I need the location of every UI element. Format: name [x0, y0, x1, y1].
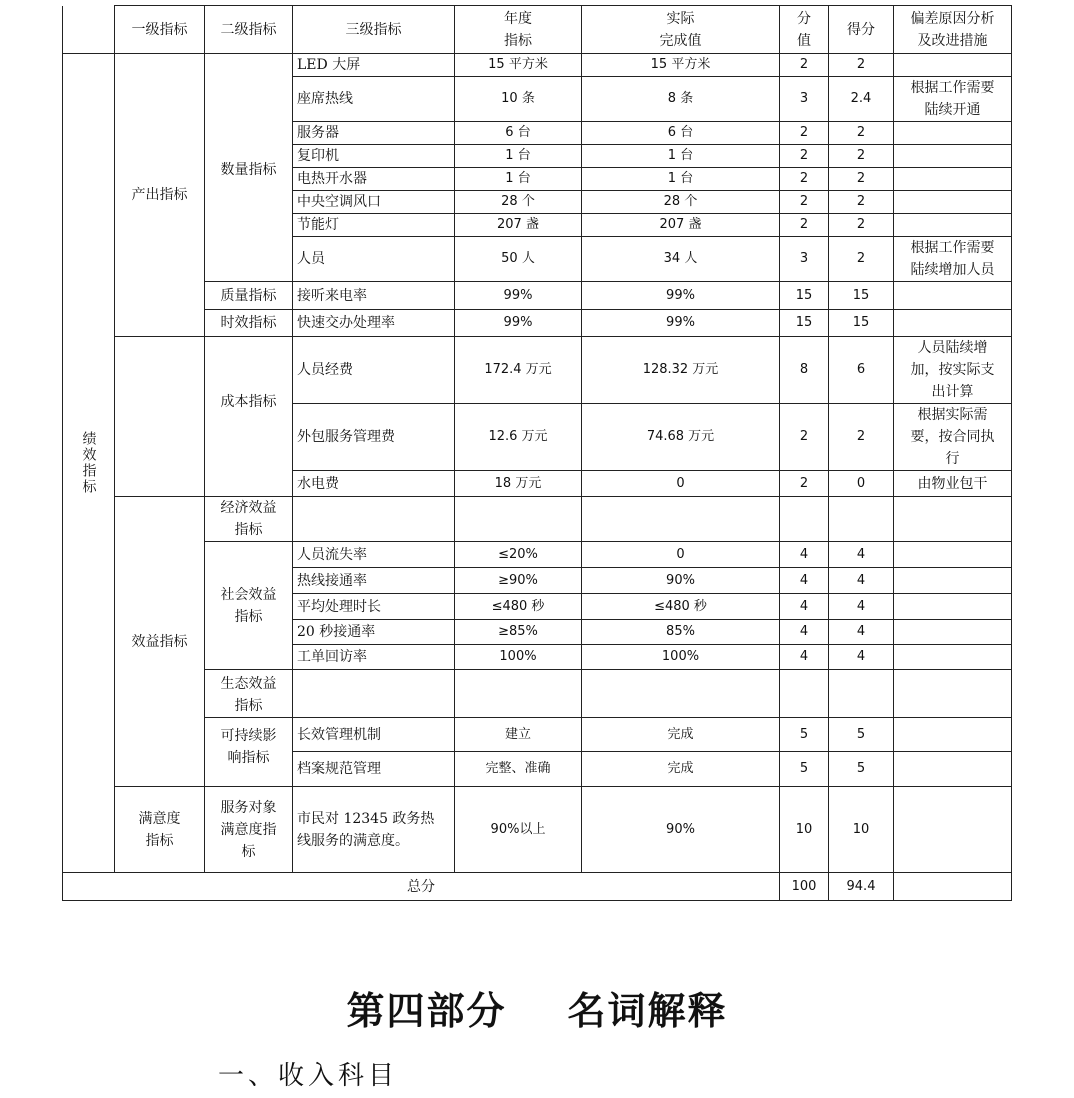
actual-value: [582, 497, 780, 542]
weight: 2: [780, 214, 829, 237]
annual-target: 99%: [455, 310, 582, 337]
level2-timeliness: 时效指标: [205, 310, 293, 337]
actual-value: 128.32 万元: [582, 337, 780, 404]
header-weight: 分 值: [780, 6, 829, 54]
level3-name: 人员流失率: [293, 542, 455, 568]
table-row: [63, 282, 1012, 310]
annual-target: 99%: [455, 282, 582, 310]
annual-target: ≥85%: [455, 620, 582, 645]
actual-value: 85%: [582, 620, 780, 645]
weight: 2: [780, 471, 829, 497]
weight: 2: [780, 168, 829, 191]
level3-name: 快速交办处理率: [293, 310, 455, 337]
total-weight: 100: [780, 873, 829, 901]
score: 4: [829, 645, 894, 670]
level2-cost: 成本指标: [205, 337, 293, 497]
annual-target: 6 台: [455, 122, 582, 145]
actual-value: 90%: [582, 568, 780, 594]
score: 15: [829, 282, 894, 310]
deviation-note: [894, 670, 1012, 718]
deviation-note: 根据工作需要 陆续增加人员: [894, 237, 1012, 282]
actual-value: [582, 670, 780, 718]
weight: 4: [780, 568, 829, 594]
weight: 8: [780, 337, 829, 404]
total-row: [63, 873, 1012, 901]
actual-value: 15 平方米: [582, 54, 780, 77]
level3-name: 座席热线: [293, 77, 455, 122]
annual-target: 10 条: [455, 77, 582, 122]
weight: 2: [780, 122, 829, 145]
weight: 2: [780, 191, 829, 214]
total-label: 总分: [63, 873, 780, 901]
score: [829, 670, 894, 718]
level2-economic: 经济效益 指标: [205, 497, 293, 542]
header-level1: 一级指标: [115, 6, 205, 54]
header-annual-target: 年度 指标: [455, 6, 582, 54]
deviation-note: 根据实际需 要，按合同执 行: [894, 404, 1012, 471]
deviation-note: 根据工作需要 陆续开通: [894, 77, 1012, 122]
table-row: [63, 54, 1012, 77]
level1-output: 产出指标: [115, 54, 205, 337]
level1-satisfaction: 满意度 指标: [115, 787, 205, 873]
level3-name: 接听来电率: [293, 282, 455, 310]
deviation-note: [894, 497, 1012, 542]
table-row: [63, 542, 1012, 568]
deviation-note: [894, 620, 1012, 645]
actual-value: 8 条: [582, 77, 780, 122]
weight: 2: [780, 404, 829, 471]
score: [829, 497, 894, 542]
annual-target: 207 盏: [455, 214, 582, 237]
weight: 2: [780, 54, 829, 77]
performance-table: [62, 5, 1012, 901]
group-label-cell: 绩效指标: [63, 54, 115, 873]
level3-name: 档案规范管理: [293, 752, 455, 787]
level2-quality: 质量指标: [205, 282, 293, 310]
table-header-row: [63, 6, 1012, 54]
level2-service-satisfaction: 服务对象 满意度指 标: [205, 787, 293, 873]
actual-value: 0: [582, 542, 780, 568]
group-header-cell: [63, 6, 115, 54]
score: 4: [829, 542, 894, 568]
deviation-note: [894, 282, 1012, 310]
actual-value: 1 台: [582, 168, 780, 191]
deviation-note: 由物业包干: [894, 471, 1012, 497]
deviation-note: [894, 752, 1012, 787]
actual-value: 28 个: [582, 191, 780, 214]
level3-name: 节能灯: [293, 214, 455, 237]
actual-value: 完成: [582, 752, 780, 787]
weight: 15: [780, 310, 829, 337]
level2-social: 社会效益 指标: [205, 542, 293, 670]
level3-name: 热线接通率: [293, 568, 455, 594]
level3-name: 平均处理时长: [293, 594, 455, 620]
weight: [780, 497, 829, 542]
annual-target: 1 台: [455, 145, 582, 168]
score: 5: [829, 752, 894, 787]
actual-value: 207 盏: [582, 214, 780, 237]
annual-target: 完整、准确: [455, 752, 582, 787]
annual-target: 15 平方米: [455, 54, 582, 77]
table-row: [63, 497, 1012, 542]
deviation-note: [894, 310, 1012, 337]
level3-name: LED 大屏: [293, 54, 455, 77]
level3-name: 人员经费: [293, 337, 455, 404]
level3-name: 中央空调风口: [293, 191, 455, 214]
level3-name: 20 秒接通率: [293, 620, 455, 645]
weight: [780, 670, 829, 718]
level1-benefit: 效益指标: [115, 497, 205, 787]
subsection-title: 一、收入科目: [218, 1061, 399, 1091]
level3-name: 人员: [293, 237, 455, 282]
weight: 5: [780, 752, 829, 787]
section-title: 第四部分 名词解释: [346, 989, 728, 1033]
deviation-note: [894, 718, 1012, 752]
header-level2: 二级指标: [205, 6, 293, 54]
deviation-note: [894, 787, 1012, 873]
table-row: [63, 337, 1012, 404]
score: 2: [829, 214, 894, 237]
level3-name: 市民对 12345 政务热 线服务的满意度。: [293, 787, 455, 873]
annual-target: [455, 497, 582, 542]
level2-sustainable: 可持续影 响指标: [205, 718, 293, 787]
level3-name: 工单回访率: [293, 645, 455, 670]
level3-name: 复印机: [293, 145, 455, 168]
deviation-note: [894, 542, 1012, 568]
deviation-note: [894, 168, 1012, 191]
total-score: 94.4: [829, 873, 894, 901]
table-row: [63, 787, 1012, 873]
score: 4: [829, 568, 894, 594]
score: 5: [829, 718, 894, 752]
weight: 4: [780, 620, 829, 645]
score: 2: [829, 404, 894, 471]
score: 2: [829, 191, 894, 214]
actual-value: 0: [582, 471, 780, 497]
table-row: [63, 718, 1012, 752]
weight: 3: [780, 237, 829, 282]
total-note: [894, 873, 1012, 901]
table-row: [63, 670, 1012, 718]
score: 4: [829, 594, 894, 620]
annual-target: ≥90%: [455, 568, 582, 594]
actual-value: 1 台: [582, 145, 780, 168]
header-deviation: 偏差原因分析 及改进措施: [894, 6, 1012, 54]
actual-value: 完成: [582, 718, 780, 752]
annual-target: 18 万元: [455, 471, 582, 497]
header-level3: 三级指标: [293, 6, 455, 54]
deviation-note: [894, 214, 1012, 237]
level3-name: 服务器: [293, 122, 455, 145]
score: 2: [829, 145, 894, 168]
weight: 2: [780, 145, 829, 168]
score: 2: [829, 237, 894, 282]
annual-target: 28 个: [455, 191, 582, 214]
actual-value: ≤480 秒: [582, 594, 780, 620]
annual-target: 172.4 万元: [455, 337, 582, 404]
actual-value: 99%: [582, 282, 780, 310]
level3-name: [293, 670, 455, 718]
annual-target: 12.6 万元: [455, 404, 582, 471]
actual-value: 74.68 万元: [582, 404, 780, 471]
weight: 5: [780, 718, 829, 752]
level3-name: 水电费: [293, 471, 455, 497]
deviation-note: [894, 568, 1012, 594]
deviation-note: [894, 54, 1012, 77]
weight: 4: [780, 645, 829, 670]
annual-target: 90%以上: [455, 787, 582, 873]
actual-value: 6 台: [582, 122, 780, 145]
weight: 4: [780, 594, 829, 620]
deviation-note: [894, 122, 1012, 145]
actual-value: 34 人: [582, 237, 780, 282]
level2-ecological: 生态效益 指标: [205, 670, 293, 718]
annual-target: 50 人: [455, 237, 582, 282]
score: 2: [829, 122, 894, 145]
score: 15: [829, 310, 894, 337]
weight: 15: [780, 282, 829, 310]
annual-target: ≤480 秒: [455, 594, 582, 620]
score: 0: [829, 471, 894, 497]
weight: 4: [780, 542, 829, 568]
deviation-note: [894, 145, 1012, 168]
weight: 10: [780, 787, 829, 873]
actual-value: 90%: [582, 787, 780, 873]
score: 2: [829, 168, 894, 191]
level1-output-cont: [115, 337, 205, 497]
annual-target: [455, 670, 582, 718]
score: 2.4: [829, 77, 894, 122]
weight: 3: [780, 77, 829, 122]
annual-target: ≤20%: [455, 542, 582, 568]
score: 10: [829, 787, 894, 873]
header-score: 得分: [829, 6, 894, 54]
deviation-note: [894, 191, 1012, 214]
table-row: [63, 310, 1012, 337]
annual-target: 建立: [455, 718, 582, 752]
level3-name: 长效管理机制: [293, 718, 455, 752]
score: 6: [829, 337, 894, 404]
annual-target: 100%: [455, 645, 582, 670]
header-actual-value: 实际 完成值: [582, 6, 780, 54]
actual-value: 100%: [582, 645, 780, 670]
deviation-note: [894, 594, 1012, 620]
level3-name: 电热开水器: [293, 168, 455, 191]
score: 2: [829, 54, 894, 77]
actual-value: 99%: [582, 310, 780, 337]
annual-target: 1 台: [455, 168, 582, 191]
deviation-note: [894, 645, 1012, 670]
level3-name: 外包服务管理费: [293, 404, 455, 471]
score: 4: [829, 620, 894, 645]
level3-name: [293, 497, 455, 542]
deviation-note: 人员陆续增 加，按实际支 出计算: [894, 337, 1012, 404]
level2-quantity: 数量指标: [205, 54, 293, 282]
